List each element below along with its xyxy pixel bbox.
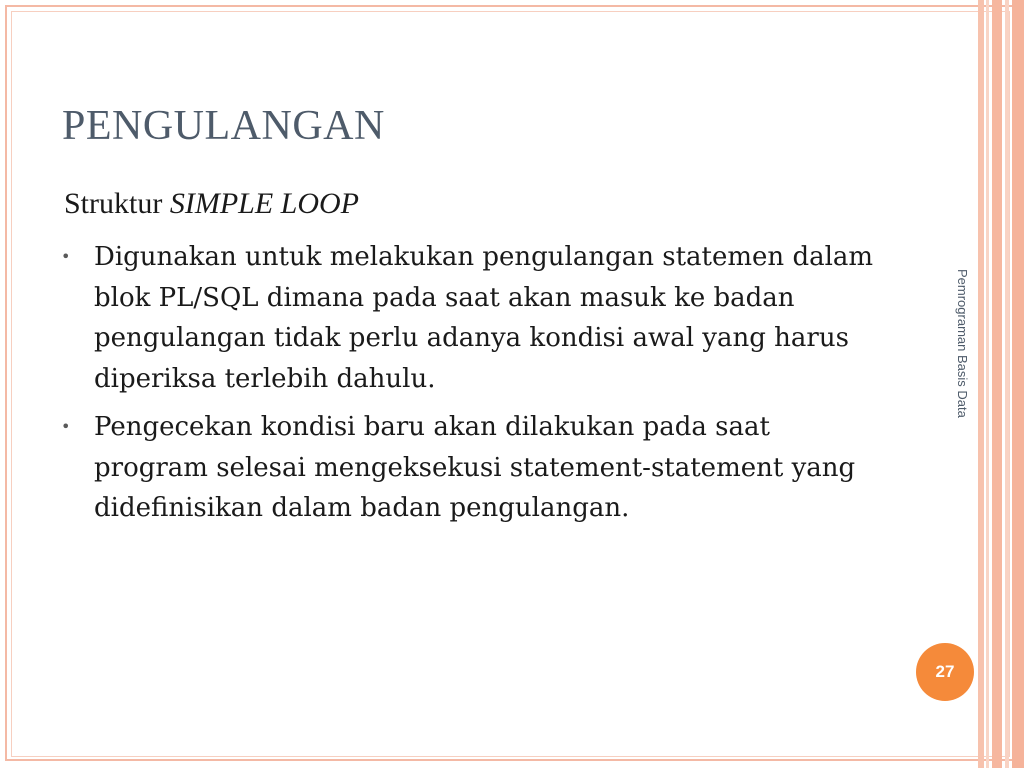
bullet-item: [61, 407, 884, 529]
slide-title: PENGULANGAN: [62, 103, 385, 149]
bullet-list: [61, 237, 884, 537]
bullet-icon: •: [61, 417, 71, 436]
subtitle-emphasis: SIMPLE LOOP: [169, 187, 359, 220]
bullet-text: Pengecekan kondisi baru akan dilakukan pada saat program selesai mengeksekusi statement-statement yang didefinisikan dalam badan pengulangan.: [94, 412, 856, 523]
decorative-stripe: [1005, 0, 1009, 768]
slide-subtitle: [64, 187, 359, 221]
course-label: Pemrograman Basis Data: [955, 269, 970, 418]
bullet-text: Digunakan untuk melakukan pengulangan statemen dalam blok PL/SQL dimana pada saat akan masuk ke badan pengulangan tidak perlu adanya kondisi awal yang harus diperiksa terlebih dahulu.: [94, 242, 874, 394]
decorative-stripe: [992, 0, 1002, 768]
page-number-badge: 27: [916, 643, 974, 701]
bullet-item: [61, 237, 884, 399]
bullet-icon: •: [61, 247, 71, 266]
subtitle-prefix: Struktur: [64, 187, 170, 220]
decorative-stripe: [1012, 0, 1024, 768]
decorative-stripe: [978, 0, 984, 768]
decorative-stripe: [986, 0, 989, 768]
